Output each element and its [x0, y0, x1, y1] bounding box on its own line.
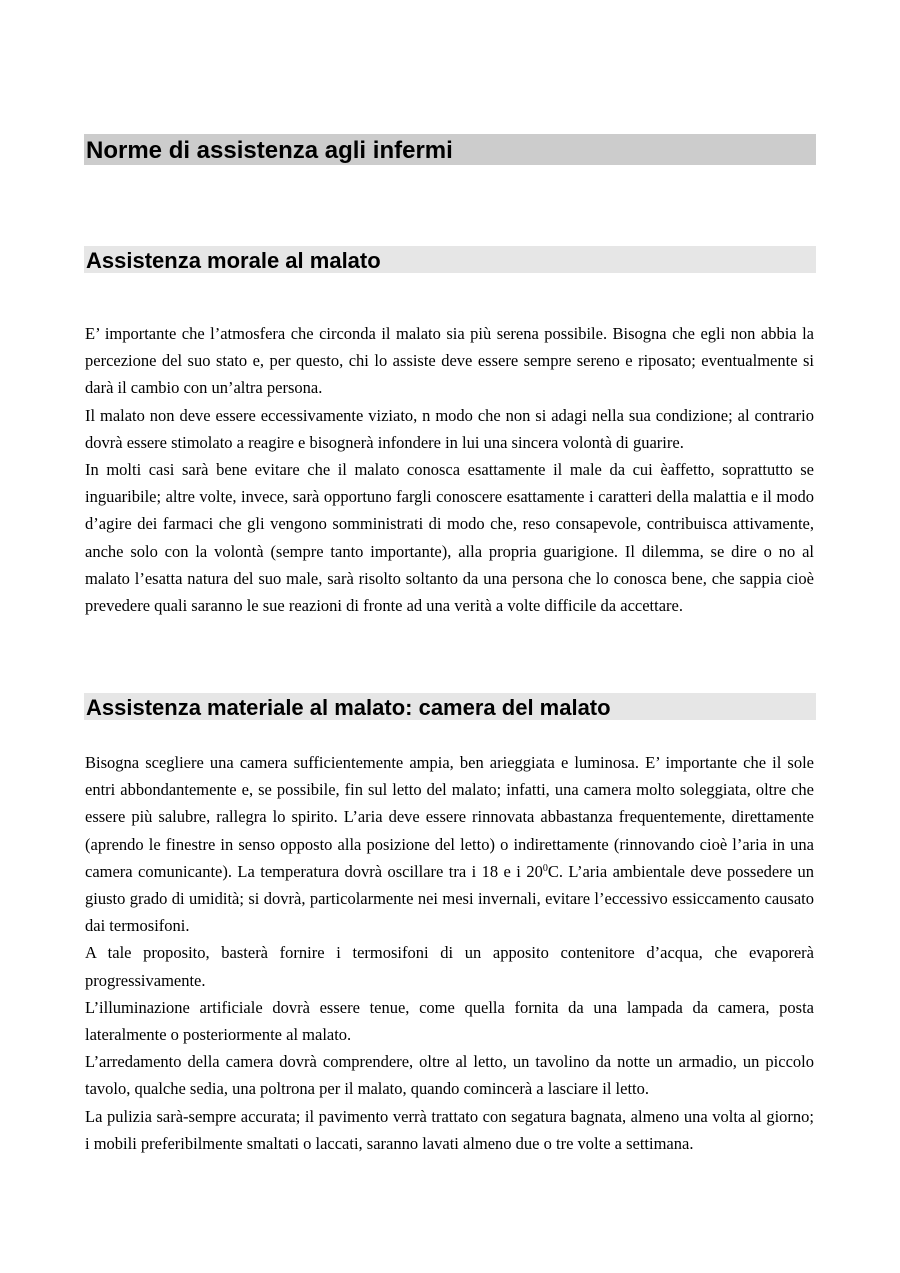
- page-title: Norme di assistenza agli infermi: [84, 134, 816, 165]
- paragraph: Il malato non deve essere eccessivamente viziato, n modo che non si adagi nella sua condizione; al contrario dovrà essere stimolato a reagire e bisognerà infondere in lui una sincera volontà di guarire.: [85, 405, 814, 452]
- paragraph-with-temperature: [85, 749, 814, 939]
- paragraph: E’ importante che l’atmosfera che circonda il malato sia più serena possibile. Bisogna che egli non abbia la percezione del suo stato e, per questo, chi lo assiste deve essere sempre sereno e riposato; eventualmente si darà il cambio con un’altra persona.: [85, 324, 814, 398]
- section-body-moral-assistance: [85, 320, 814, 619]
- paragraph: In molti casi sarà bene evitare che il malato conosca esattamente il male da cui èaffetto, soprattutto se inguaribile; altre volte, invece, sarà opportuno fargli conoscere esattamente i caratteri della malattia e il modo d’agire dei farmaci che gli vengono somministrati di modo che, reso consapevole, contribuisca attivamente, anche solo con la volontà (sempre tanto importante), alla propria guarigione. Il dilemma, se dire o no al malato l’esatta natura del suo male, sarà risolto soltanto da una persona che lo conosca bene, che sappia cioè prevedere quali saranno le sue reazioni di fronte ad una verità a volte difficile da accettare.: [85, 460, 814, 616]
- paragraph: L’arredamento della camera dovrà comprendere, oltre al letto, un tavolino da notte un armadio, un piccolo tavolo, qualche sedia, una poltrona per il malato, quando comincerà a lasciare il letto.: [85, 1052, 814, 1099]
- paragraph: L’illuminazione artificiale dovrà essere tenue, come quella fornita da una lampada da camera, posta lateralmente o posteriormente al malato.: [85, 997, 814, 1045]
- text-run: C. L’aria ambientale deve possedere un giusto grado di umidità; si dovrà, particolarmente nei mesi invernali, evitare l’eccessivo essiccamento causato dai termosifoni.: [85, 861, 814, 936]
- paragraph: La pulizia sarà-sempre accurata; il pavimento verrà trattato con segatura bagnata, almeno una volta al giorno; i mobili preferibilmente smaltati o laccati, saranno lavati almeno due o tre volte a settimana.: [85, 1106, 814, 1153]
- degree-superscript: 0: [542, 862, 548, 874]
- text-run: Bisogna scegliere una camera sufficientemente ampia, ben arieggiata e luminosa. E’ importante che il sole entri abbondantemente e, se possibile, fin sul letto del malato; infatti, una camera molto soleggiata, oltre che essere più salubre, rallegra lo spirito. L’aria deve essere rinnovata abbastanza frequentemente, direttamente (aprendo le finestre in senso opposto alla posizione del letto) o indirettamente (rinnovando cioè l’aria in una camera comunicante). La temperatura dovrà oscillare tra i 18 e i 20: [85, 753, 814, 881]
- section-heading-material-assistance: Assistenza materiale al malato: camera del malato: [84, 693, 816, 720]
- paragraph: A tale proposito, basterà fornire i termosifoni di un apposito contenitore d’acqua, che evaporerà progressivamente.: [85, 943, 814, 990]
- section-heading-moral-assistance: Assistenza morale al malato: [84, 246, 816, 273]
- section-body-material-assistance: [85, 749, 814, 1157]
